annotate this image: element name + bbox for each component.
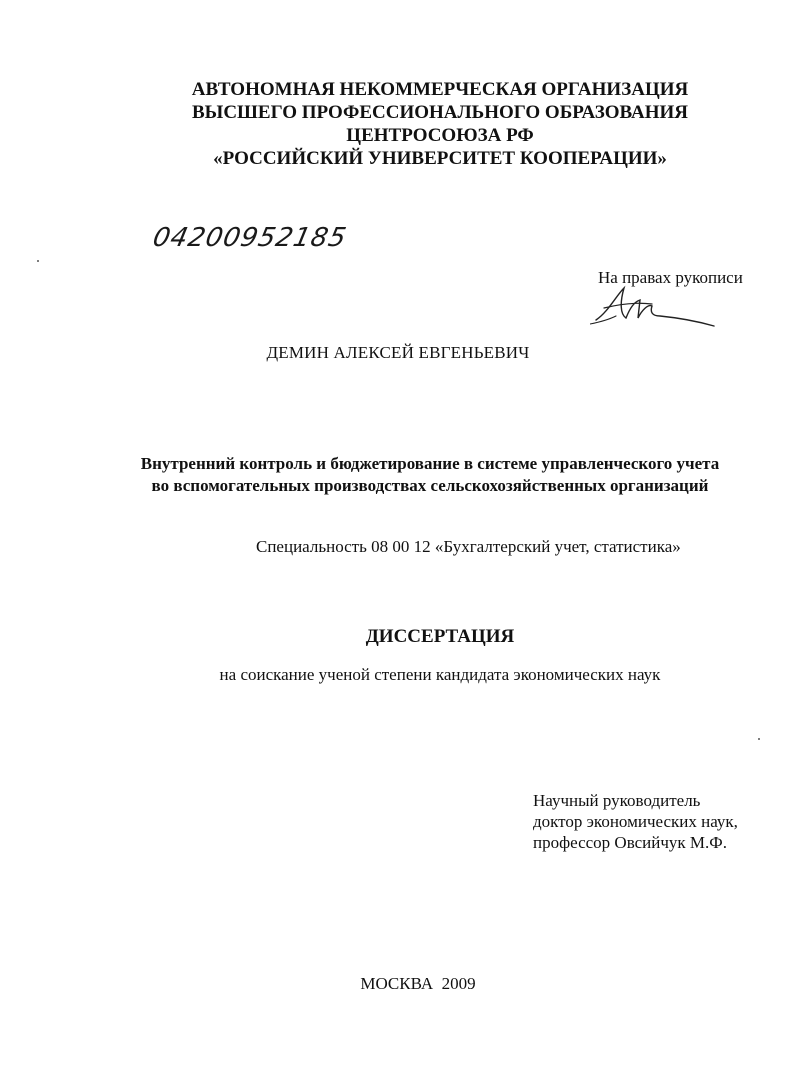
specialty: Специальность 08 00 12 «Бухгалтерский учет, статистика» — [256, 537, 681, 556]
org-line-1: АВТОНОМНАЯ НЕКОММЕРЧЕСКАЯ ОРГАНИЗАЦИЯ — [191, 79, 689, 100]
manuscript-rights-note: На правах рукописи — [598, 268, 743, 287]
org-line-4: «РОССИЙСКИЙ УНИВЕРСИТЕТ КООПЕРАЦИИ» — [213, 148, 667, 169]
document-type: ДИССЕРТАЦИЯ — [365, 626, 515, 647]
dissertation-title-line-1: Внутренний контроль и бюджетирование в системе управленческого учета — [140, 454, 720, 473]
org-line-2: ВЫСШЕГО ПРОФЕССИОНАЛЬНОГО ОБРАЗОВАНИЯ — [192, 102, 688, 123]
author-name: ДЕМИН АЛЕКСЕЙ ЕВГЕНЬЕВИЧ — [266, 343, 530, 362]
dissertation-title-line-2: во вспомогательных производствах сельскохозяйственных организаций — [151, 476, 709, 495]
degree-sought: на соискание ученой степени кандидата экономических наук — [219, 665, 661, 684]
city-and-year: МОСКВА 2009 — [360, 974, 476, 993]
supervisor-block — [533, 790, 738, 853]
supervisor-name: профессор Овсийчук М.Ф. — [533, 833, 727, 852]
org-line-3: ЦЕНТРОСОЮЗА РФ — [346, 125, 534, 146]
supervisor-role: Научный руководитель — [533, 791, 701, 810]
supervisor-degree: доктор экономических наук, — [533, 812, 738, 831]
signature-icon — [590, 282, 720, 332]
scan-speck — [758, 738, 760, 740]
scan-speck — [37, 260, 39, 262]
handwritten-registration-number — [150, 216, 360, 256]
registration-number-text: 04200952185 — [150, 223, 350, 253]
